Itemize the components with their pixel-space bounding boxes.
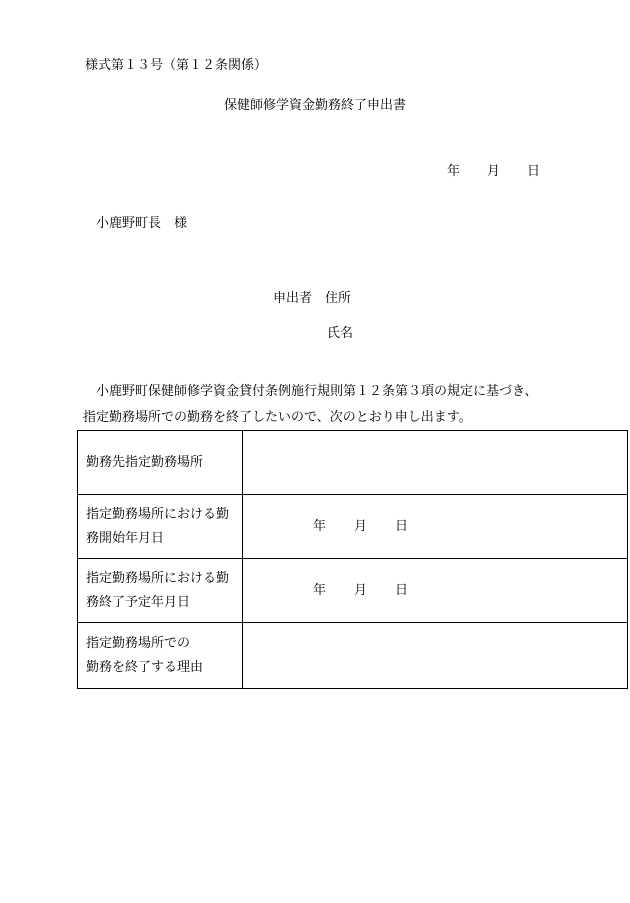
date-day-label: 日 (526, 164, 540, 179)
start-year-label: 年 (313, 518, 327, 534)
addressee: 小鹿野町長 様 (96, 216, 188, 231)
workplace-value[interactable] (243, 431, 628, 495)
body-text-line-1: 小鹿野町保健師修学資金貸付条例施行規則第１２条第３項の規定に基づき、 (96, 384, 538, 399)
table-row (78, 559, 628, 623)
applicant-address-label: 申出者 住所 (273, 291, 352, 306)
applicant-name-label: 氏名 (327, 326, 354, 341)
end-day-label: 日 (395, 582, 409, 598)
start-date-label: 指定勤務場所における勤 務開始年月日 (78, 495, 243, 559)
date-year-label: 年 (446, 164, 460, 179)
workplace-label: 勤務先指定勤務場所 (78, 431, 243, 495)
document-title: 保健師修学資金勤務終了申出書 (223, 98, 406, 113)
end-date-label: 指定勤務場所における勤 務終了予定年月日 (78, 559, 243, 623)
start-month-label: 月 (354, 518, 368, 534)
table-row (78, 495, 628, 559)
end-month-label: 月 (354, 582, 368, 598)
reason-label: 指定勤務場所での 勤務を終了する理由 (78, 623, 243, 689)
end-date-value[interactable] (243, 559, 628, 623)
body-text-line-2: 指定勤務場所での勤務を終了したいので、次のとおり申し出ます。 (83, 410, 472, 425)
submission-date (447, 165, 540, 178)
table-row (78, 623, 628, 689)
application-table (77, 430, 628, 689)
form-number: 様式第１３号（第１２条関係） (85, 58, 268, 73)
table-row (78, 431, 628, 495)
start-day-label: 日 (395, 518, 409, 534)
reason-value[interactable] (243, 623, 628, 689)
end-year-label: 年 (313, 582, 327, 598)
start-date-value[interactable] (243, 495, 628, 559)
date-month-label: 月 (486, 164, 500, 179)
